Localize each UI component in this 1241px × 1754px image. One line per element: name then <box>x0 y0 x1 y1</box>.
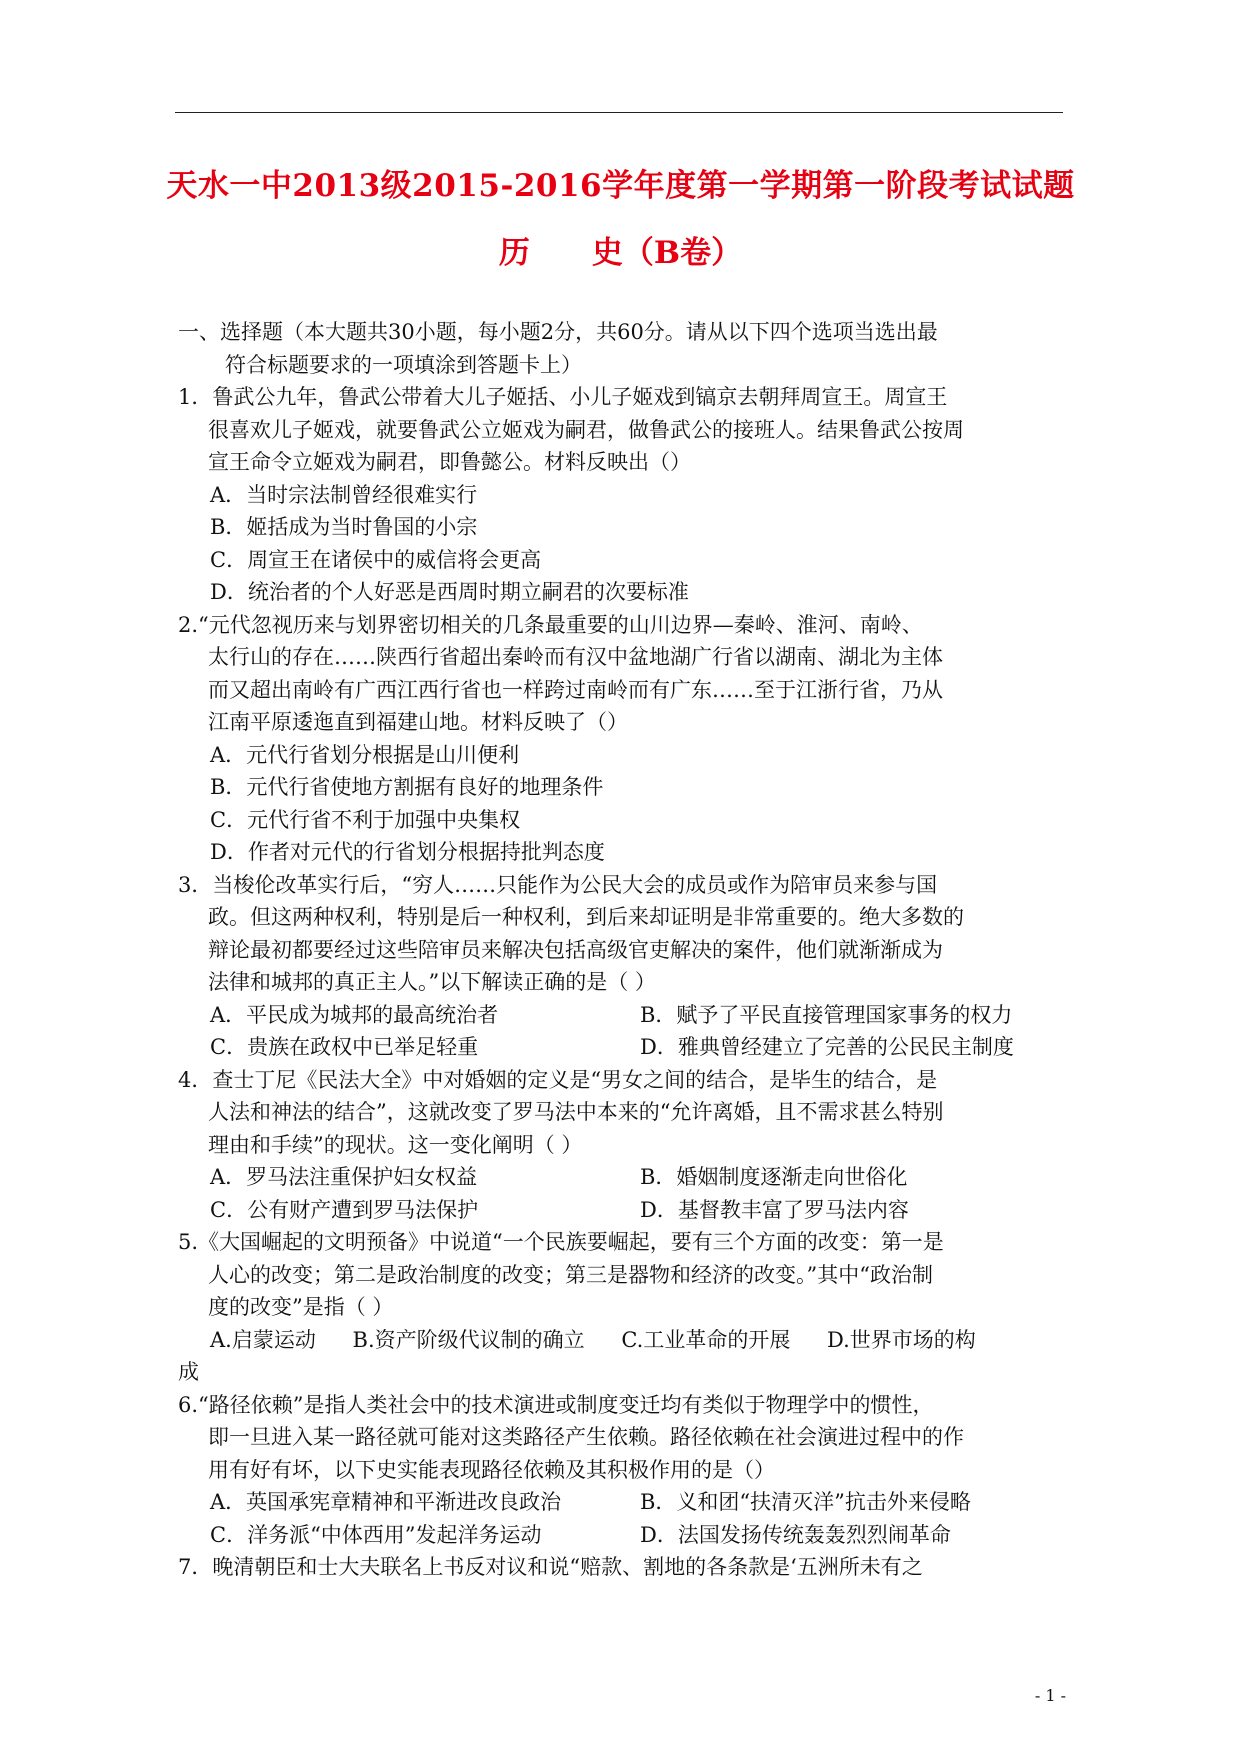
section-heading-cont: 符合标题要求的一项填涂到答题卡上） <box>225 352 582 377</box>
option-row <box>178 1519 1078 1552</box>
question-text: 江南平原逶迤直到福建山地。材料反映了（） <box>208 710 628 734</box>
question-text: 5.《大国崛起的文明预备》中说道“一个民族要崛起，要有三个方面的改变：第一是 <box>178 1230 944 1254</box>
option-d: D．统治者的个人好恶是西周时期立嗣君的次要标准 <box>210 580 689 604</box>
option-row <box>178 999 1078 1032</box>
question-text: 理由和手续”的现状。这一变化阐明（ ） <box>208 1132 583 1157</box>
subject-right: 史（B卷） <box>591 235 743 271</box>
option-c: C．公有财产遭到罗马法保护 <box>210 1197 479 1222</box>
option-a: A．当时宗法制曾经很难实行 <box>210 482 478 507</box>
question-text: 人心的改变；第二是政治制度的改变；第三是器物和经济的改变。”其中“政治制 <box>208 1262 933 1287</box>
exam-title: 天水一中2013级2015-2016学年度第一学期第一阶段考试试题 <box>166 168 1075 204</box>
question-text: 3．当梭伦改革实行后，“穷人……只能作为公民大会的成员或作为陪审员来参与国 <box>178 872 938 897</box>
option-d: D．法国发扬传统轰轰烈烈闹革命 <box>640 1522 951 1547</box>
question-text: 6.“路径依赖”是指人类社会中的技术演进或制度变迁均有类似于物理学中的惯性， <box>178 1392 934 1417</box>
option-row <box>178 1161 1078 1194</box>
question-3 <box>178 869 1078 1064</box>
exam-subtitle <box>0 227 1241 272</box>
option-a: A．元代行省划分根据是山川便利 <box>210 742 520 767</box>
question-text: 即一旦进入某一路径就可能对这类路径产生依赖。路径依赖在社会演进过程中的作 <box>208 1425 964 1449</box>
option-b: B．婚姻制度逐渐走向世俗化 <box>640 1165 908 1189</box>
question-5 <box>178 1226 1078 1389</box>
question-text: 法律和城邦的真正主人。”以下解读正确的是（ ） <box>208 970 656 994</box>
option-a: A．罗马法注重保护妇女权益 <box>210 1165 478 1189</box>
question-text: 度的改变”是指（ ） <box>208 1295 394 1319</box>
option-a: A.启蒙运动 <box>210 1327 316 1352</box>
option-b: B．赋予了平民直接管理国家事务的权力 <box>640 1002 1013 1027</box>
question-2 <box>178 609 1078 869</box>
question-text: 而又超出南岭有广西江西行省也一样跨过南岭而有广东……至于江浙行省，乃从 <box>208 677 943 702</box>
option-c: C．元代行省不利于加强中央集权 <box>210 807 521 832</box>
question-7 <box>178 1551 1078 1584</box>
question-text: 宣王命令立姬戏为嗣君，即鲁懿公。材料反映出（） <box>208 450 691 474</box>
option-a: A．英国承宪章精神和平渐进改良政治 <box>210 1490 562 1514</box>
question-6 <box>178 1389 1078 1552</box>
option-row <box>178 1031 1078 1064</box>
page-number: - 1 - <box>1034 1686 1066 1705</box>
option-c: C．洋务派“中体西用”发起洋务运动 <box>210 1522 542 1547</box>
option-d: D．作者对元代的行省划分根据持批判态度 <box>210 840 605 864</box>
question-text: 人法和神法的结合”，这就改变了罗马法中本来的“允许离婚，且不需求甚么特别 <box>208 1100 944 1124</box>
subject-left: 历 <box>498 235 530 271</box>
option-row <box>178 1194 1078 1227</box>
option-d: D．雅典曾经建立了完善的公民民主制度 <box>640 1035 1014 1059</box>
question-1 <box>178 381 1078 609</box>
option-b: B.资产阶级代议制的确立 <box>352 1327 585 1352</box>
question-text: 1．鲁武公九年，鲁武公带着大儿子姬括、小儿子姬戏到镐京去朝拜周宣王。周宣王 <box>178 385 948 409</box>
question-text: 政。但这两种权利，特别是后一种权利，到后来却证明是非常重要的。绝大多数的 <box>208 905 964 929</box>
option-a: A．平民成为城邦的最高统治者 <box>210 1002 499 1027</box>
option-c: C．贵族在政权中已举足轻重 <box>210 1035 479 1059</box>
option-b: B．姬括成为当时鲁国的小宗 <box>210 515 478 539</box>
question-text: 很喜欢儿子姬戏，就要鲁武公立姬戏为嗣君，做鲁武公的接班人。结果鲁武公按周 <box>208 417 964 442</box>
exam-content <box>178 316 1078 1584</box>
option-c: C.工业革命的开展 <box>621 1327 791 1352</box>
question-text: 2.“元代忽视历来与划界密切相关的几条最重要的山川边界—秦岭、淮河、南岭、 <box>178 612 923 637</box>
option-b: B．义和团“扶清灭洋”抗击外来侵略 <box>640 1490 971 1514</box>
option-c: C．周宣王在诸侯中的威信将会更高 <box>210 547 542 572</box>
question-text: 用有好有坏，以下史实能表现路径依赖及其积极作用的是（） <box>208 1457 775 1482</box>
question-4 <box>178 1064 1078 1227</box>
question-text: 太行山的存在……陕西行省超出秦岭而有汉中盆地湖广行省以湖南、湖北为主体 <box>208 645 943 669</box>
question-text: 7．晚清朝臣和士大夫联名上书反对议和说“赔款、割地的各条款是‘五洲所未有之 <box>178 1555 923 1579</box>
option-d: D．基督教丰富了罗马法内容 <box>640 1197 909 1222</box>
option-d-cont: 成 <box>178 1360 199 1384</box>
option-row <box>178 1486 1078 1519</box>
option-d: D.世界市场的构 <box>827 1327 976 1352</box>
section-heading: 一、选择题（本大题共30小题，每小题2分，共60分。请从以下四个选项当选出最 <box>178 320 938 344</box>
header-rule <box>175 112 1063 113</box>
question-text: 辩论最初都要经过这些陪审员来解决包括高级官吏解决的案件，他们就渐渐成为 <box>208 937 943 962</box>
option-row <box>178 1324 1078 1357</box>
option-b: B．元代行省使地方割据有良好的地理条件 <box>210 775 604 799</box>
question-text: 4．查士丁尼《民法大全》中对婚姻的定义是“男女之间的结合，是毕生的结合，是 <box>178 1067 938 1092</box>
